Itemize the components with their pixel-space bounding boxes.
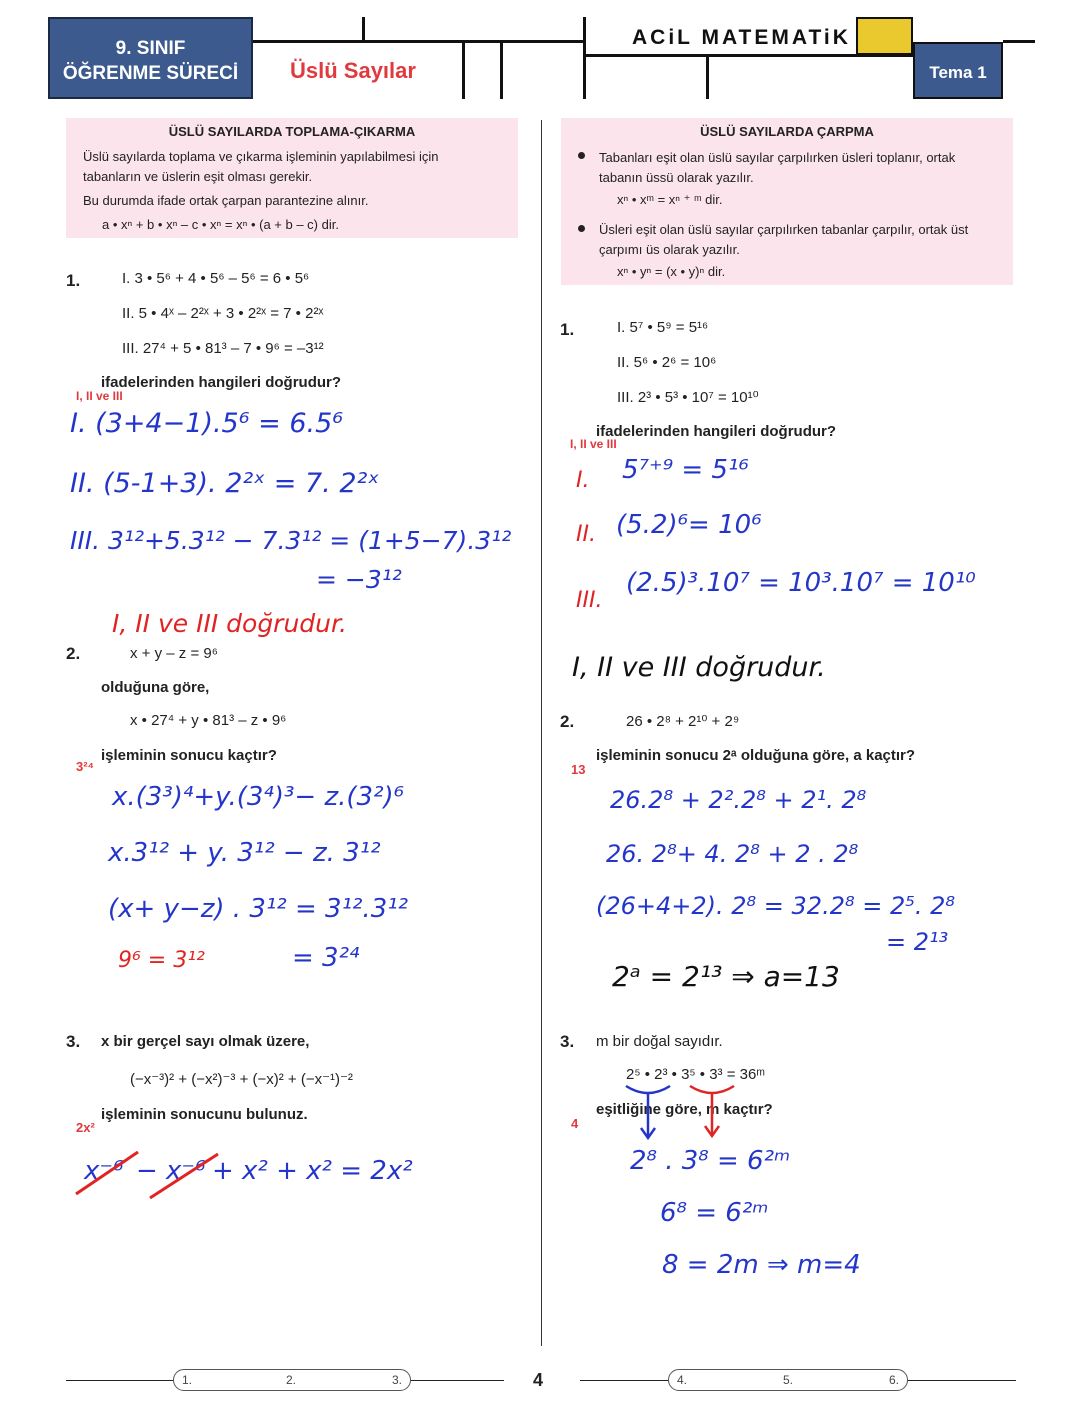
question-number: 2.: [560, 712, 575, 731]
answer-key: 4: [571, 1116, 579, 1131]
question-expression: 26 • 2⁸ + 2¹⁰ + 2⁹: [626, 713, 740, 730]
multiplication-info-text: tabanın üssü olarak yazılır.: [599, 170, 754, 185]
handwritten-step: (x+ y−z) . 3¹² = 3¹².3¹²: [108, 894, 409, 924]
question-number: 2.: [66, 644, 81, 663]
addition-info-text: Üslü sayılarda toplama ve çıkarma işleminin yapılabilmesi için: [83, 149, 439, 164]
brand-logo: ACiL MATEMATiK: [632, 26, 851, 49]
question-prompt: işleminin sonucu 2ᵃ olduğuna göre, a kaçtır?: [596, 747, 916, 764]
answer-key: I, II ve III: [570, 437, 617, 451]
handwritten-step: II. (5-1+3). 2²ˣ = 7. 2²ˣ: [70, 468, 380, 499]
question-prompt: ifadelerinden hangileri doğrudur?: [101, 374, 342, 391]
handwritten-result: 2ᵃ = 2¹³ ⇒ a=13: [612, 960, 840, 993]
question-prompt: işleminin sonucunu bulunuz.: [101, 1106, 308, 1123]
header-rule: [253, 40, 583, 43]
handwritten-step: III. 3¹²+5.3¹² − 7.3¹² = (1+5−7).3¹²: [70, 526, 512, 555]
handwritten-label: III.: [576, 588, 603, 613]
topic-title: Üslü Sayılar: [290, 58, 416, 83]
answer-key: 13: [571, 762, 586, 777]
multiplication-info-box: [561, 118, 1013, 285]
question-number: 1.: [560, 320, 575, 339]
addition-info-title: ÜSLÜ SAYILARDA TOPLAMA-ÇIKARMA: [168, 124, 416, 139]
bullet-icon: [578, 152, 585, 159]
footer-marker-left: [173, 1369, 411, 1391]
addition-info-box: [66, 118, 518, 238]
question-condition: m bir doğal sayıdır.: [596, 1033, 723, 1050]
question-number: 1.: [66, 271, 81, 290]
handwritten-label: I.: [576, 468, 590, 493]
question-prompt: işleminin sonucu kaçtır?: [101, 747, 277, 764]
handwritten-note: 9⁶ = 3¹²: [118, 948, 205, 973]
footer-mark: 3.: [392, 1373, 403, 1387]
handwritten-step: 26. 2⁸+ 4. 2⁸ + 2 . 2⁸: [606, 840, 859, 868]
bullet-icon: [578, 225, 585, 232]
header-divider: [500, 40, 503, 99]
handwritten-step: (26+4+2). 2⁸ = 32.2⁸ = 2⁵. 2⁸: [596, 892, 956, 920]
question-expression: x • 27⁴ + y • 81³ – z • 9⁶: [130, 712, 287, 729]
handwritten-step: 5⁷⁺⁹ = 5¹⁶: [622, 455, 749, 485]
handwritten-step: 8 = 2m ⇒ m=4: [662, 1250, 861, 1280]
handwritten-step: = −3¹²: [316, 565, 402, 594]
handwritten-conclusion: I, II ve III doğrudur.: [572, 652, 826, 683]
footer-mark: 4.: [677, 1373, 688, 1387]
header-divider: [462, 40, 465, 99]
handwritten-conclusion: I, II ve III doğrudur.: [112, 609, 347, 638]
page-number: 4: [533, 1370, 544, 1390]
footer-mark: 1.: [182, 1373, 193, 1387]
handwritten-step: (2.5)³.10⁷ = 10³.10⁷ = 10¹⁰: [626, 568, 976, 598]
statement-iii: III. 27⁴ + 5 • 81³ – 7 • 9⁶ = –3¹²: [122, 340, 324, 357]
header-rule: [1003, 40, 1035, 43]
header-divider: [583, 17, 586, 99]
statement-ii: II. 5⁶ • 2⁶ = 10⁶: [617, 354, 717, 371]
question-number: 3.: [66, 1032, 81, 1051]
handwritten-step: = 3²⁴: [292, 943, 360, 973]
header-divider: [362, 17, 365, 41]
handwritten-step: x.(3³)⁴+y.(3⁴)³− z.(3²)⁶: [112, 782, 405, 812]
question-number: 3.: [560, 1032, 575, 1051]
strike-mark: [72, 1148, 222, 1200]
statement-ii: II. 5 • 4ˣ – 2²ˣ + 3 • 2²ˣ = 7 • 2²ˣ: [122, 305, 324, 322]
handwritten-step: x.3¹² + y. 3¹² − z. 3¹²: [108, 838, 381, 868]
question-expression: (−x⁻³)² + (−x²)⁻³ + (−x)² + (−x⁻¹)⁻²: [130, 1071, 353, 1088]
question-prompt: eşitliğine göre, m kaçtır?: [596, 1101, 773, 1118]
multiplication-info-text: Üsleri eşit olan üslü sayılar çarpılırken tabanlar çarpılır, ortak üst: [599, 222, 969, 237]
multiplication-formula: xⁿ • yⁿ = (x • y)ⁿ dir.: [617, 264, 726, 279]
handwritten-step: 26.2⁸ + 2².2⁸ + 2¹. 2⁸: [610, 786, 867, 814]
answer-key: 3²⁴: [76, 759, 94, 774]
header-divider: [706, 54, 709, 99]
theme-badge: Tema 1: [913, 42, 1003, 99]
addition-info-text: Bu durumda ifade ortak çarpan parantezine alınır.: [83, 193, 369, 208]
addition-info-text: tabanların ve üslerin eşit olması gerekir.: [83, 169, 313, 184]
statement-i: I. 5⁷ • 5⁹ = 5¹⁶: [617, 319, 709, 336]
multiplication-info-text: çarpımı üs olarak yazılır.: [599, 242, 740, 257]
process-label: ÖĞRENME SÜRECİ: [62, 63, 239, 84]
handwritten-step: 6⁸ = 6²ᵐ: [660, 1198, 769, 1228]
question-condition: olduğuna göre,: [101, 679, 210, 696]
handwritten-step: + x² + x² = 2x²: [212, 1156, 413, 1186]
brand-accent: [856, 17, 913, 55]
column-divider: [541, 120, 542, 1346]
handwritten-struck-term: − x⁻⁶: [136, 1156, 206, 1186]
question-condition: x bir gerçel sayı olmak üzere,: [101, 1033, 310, 1050]
handwritten-struck-term: x⁻⁶: [84, 1156, 124, 1186]
footer-marker-right: [668, 1369, 908, 1391]
annotation-arrows: [620, 1082, 740, 1142]
answer-key: I, II ve III: [76, 389, 123, 403]
multiplication-formula: xⁿ • xᵐ = xⁿ ⁺ ᵐ dir.: [617, 192, 723, 207]
grade-badge: [48, 17, 253, 99]
handwritten-step: = 2¹³: [886, 928, 949, 956]
question-expression: 2⁵ • 2³ • 3⁵ • 3³ = 36ᵐ: [626, 1066, 765, 1083]
answer-key: 2x²: [76, 1120, 95, 1135]
handwritten-step: (5.2)⁶= 10⁶: [616, 510, 762, 540]
footer-mark: 6.: [889, 1373, 900, 1387]
addition-formula: a • xⁿ + b • xⁿ – c • xⁿ = xⁿ • (a + b – c) dir.: [102, 217, 339, 232]
handwritten-label: II.: [576, 522, 596, 547]
multiplication-info-text: Tabanları eşit olan üslü sayılar çarpılırken üsleri toplanır, ortak: [599, 150, 956, 165]
handwritten-step: 2⁸ . 3⁸ = 6²ᵐ: [630, 1146, 791, 1176]
multiplication-info-title: ÜSLÜ SAYILARDA ÇARPMA: [700, 124, 874, 139]
footer-mark: 5.: [783, 1373, 794, 1387]
handwritten-step: I. (3+4−1).5⁶ = 6.5⁶: [70, 408, 344, 439]
question-prompt: ifadelerinden hangileri doğrudur?: [596, 423, 837, 440]
given-equation: x + y – z = 9⁶: [130, 645, 218, 662]
statement-iii: III. 2³ • 5³ • 10⁷ = 10¹⁰: [617, 389, 759, 406]
footer-mark: 2.: [286, 1373, 297, 1387]
statement-i: I. 3 • 5⁶ + 4 • 5⁶ – 5⁶ = 6 • 5⁶: [122, 270, 310, 287]
grade-label: 9. SINIF: [115, 38, 186, 59]
